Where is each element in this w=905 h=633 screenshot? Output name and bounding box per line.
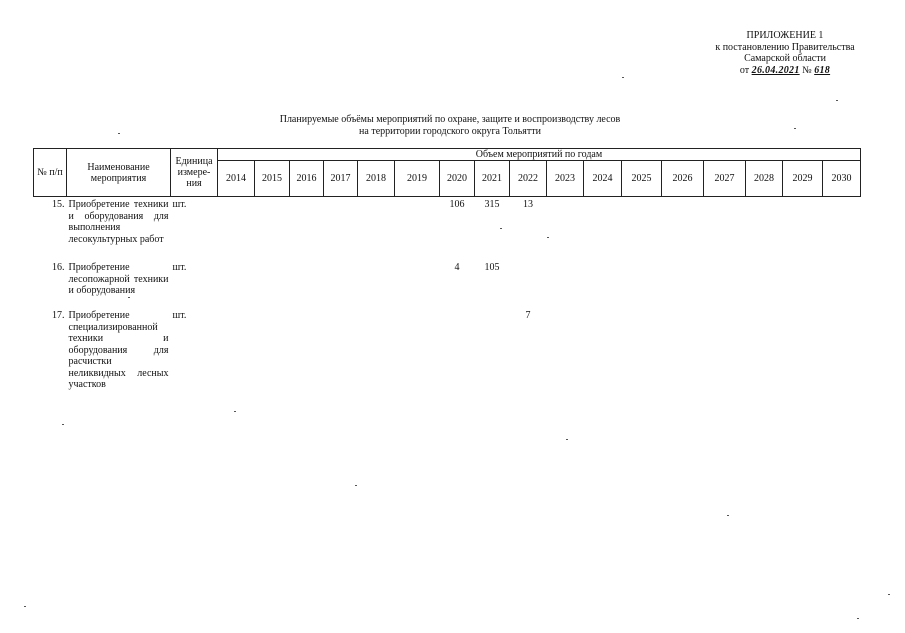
decree-date: 26.04.2021 [751,64,800,76]
scan-speck [234,411,236,412]
row-value [622,307,662,391]
document-title [240,114,660,138]
row-measure-name: Приобретение лесопожарной техники и оборудования [68,262,169,296]
scan-speck [62,424,64,425]
row-value [622,197,662,260]
row-value [746,307,783,391]
row-value [358,197,395,260]
row-value [823,307,861,391]
row-value [584,197,622,260]
row-value [547,307,584,391]
row-value [255,197,290,260]
scan-speck [727,515,729,516]
scan-speck [118,133,120,134]
row-unit: шт. [172,262,187,273]
row-value [475,307,510,391]
header-year: 2020 [440,161,475,197]
row-value [218,197,255,260]
row-number: 16. [52,262,65,273]
row-value [358,307,395,391]
header-year: 2019 [395,161,440,197]
measures-table [33,148,861,391]
decree-date-line [700,65,870,77]
header-year: 2029 [783,161,823,197]
appendix-line-region: Самарской области [744,53,826,64]
header-year: 2014 [218,161,255,197]
date-prefix: от [739,64,750,76]
row-value [662,259,704,307]
header-unit: Единица измере-ния [171,149,218,197]
row-value [395,197,440,260]
row-value [324,197,358,260]
row-number: 17. [52,310,65,321]
row-unit: шт. [172,310,187,321]
row-measure-name: Приобретение техники и оборудования для выполнения лесокультурных работ [68,199,169,245]
row-value [290,259,324,307]
scan-speck [355,485,357,486]
decree-number: 618 [814,64,831,76]
row-value [324,259,358,307]
number-prefix: № [802,64,812,76]
row-value [746,197,783,260]
row-unit: шт. [172,199,187,210]
row-value [218,259,255,307]
document-title-line2: на территории городского округа Тольятти [359,126,541,137]
scan-speck [836,100,838,101]
scan-speck [500,228,502,229]
row-value [255,307,290,391]
row-value [584,307,622,391]
appendix-line-decree: к постановлению Правительства [715,41,855,53]
row-value [440,307,475,391]
row-value [547,197,584,260]
row-value [704,259,746,307]
row-value [622,259,662,307]
scan-speck [566,439,568,440]
document-title-line1: Планируемые объёмы мероприятий по охране, защите и воспроизводству лесов [279,114,621,125]
table-row [34,197,861,260]
row-value [218,307,255,391]
row-value: 13 [523,199,533,210]
header-year: 2028 [746,161,783,197]
row-number: 15. [52,199,65,210]
row-value [547,259,584,307]
header-year: 2023 [547,161,584,197]
header-num: № п/п [34,149,67,197]
row-value [395,307,440,391]
row-value [358,259,395,307]
header-year: 2026 [662,161,704,197]
appendix-block [700,30,870,76]
header-year: 2021 [475,161,510,197]
row-value: 7 [525,310,531,321]
row-value [395,259,440,307]
row-value: 4 [454,262,460,273]
row-value [823,197,861,260]
row-value [746,259,783,307]
row-value [704,197,746,260]
row-value [324,307,358,391]
row-value [510,259,547,307]
scan-speck [128,297,130,298]
row-value [290,197,324,260]
header-year: 2024 [584,161,622,197]
header-volume-by-year: Объем мероприятий по годам [218,149,861,161]
header-year: 2025 [622,161,662,197]
row-value: 105 [484,262,500,273]
row-value [255,259,290,307]
row-value: 315 [484,199,500,210]
row-value [662,197,704,260]
row-value [584,259,622,307]
row-value [662,307,704,391]
scan-speck [547,237,549,238]
scan-speck [794,128,796,129]
header-year: 2016 [290,161,324,197]
row-value [783,197,823,260]
header-year: 2018 [358,161,395,197]
appendix-title: ПРИЛОЖЕНИЕ 1 [746,30,824,41]
table-row [34,307,861,391]
header-year: 2015 [255,161,290,197]
scan-speck [622,77,624,78]
scan-speck [24,606,26,607]
row-value [290,307,324,391]
row-measure-name: Приобретение специализированной техники и оборудования для расчистки неликвидных лесных участков [68,310,169,390]
header-year: 2027 [704,161,746,197]
table-row [34,259,861,307]
row-value [783,259,823,307]
row-value: 106 [449,199,465,210]
scan-speck [888,594,890,595]
header-year: 2017 [324,161,358,197]
header-year: 2022 [510,161,547,197]
scan-speck [857,618,859,619]
row-value [783,307,823,391]
header-year: 2030 [823,161,861,197]
row-value [704,307,746,391]
row-value [823,259,861,307]
header-name: Наименование мероприятия [67,149,171,197]
